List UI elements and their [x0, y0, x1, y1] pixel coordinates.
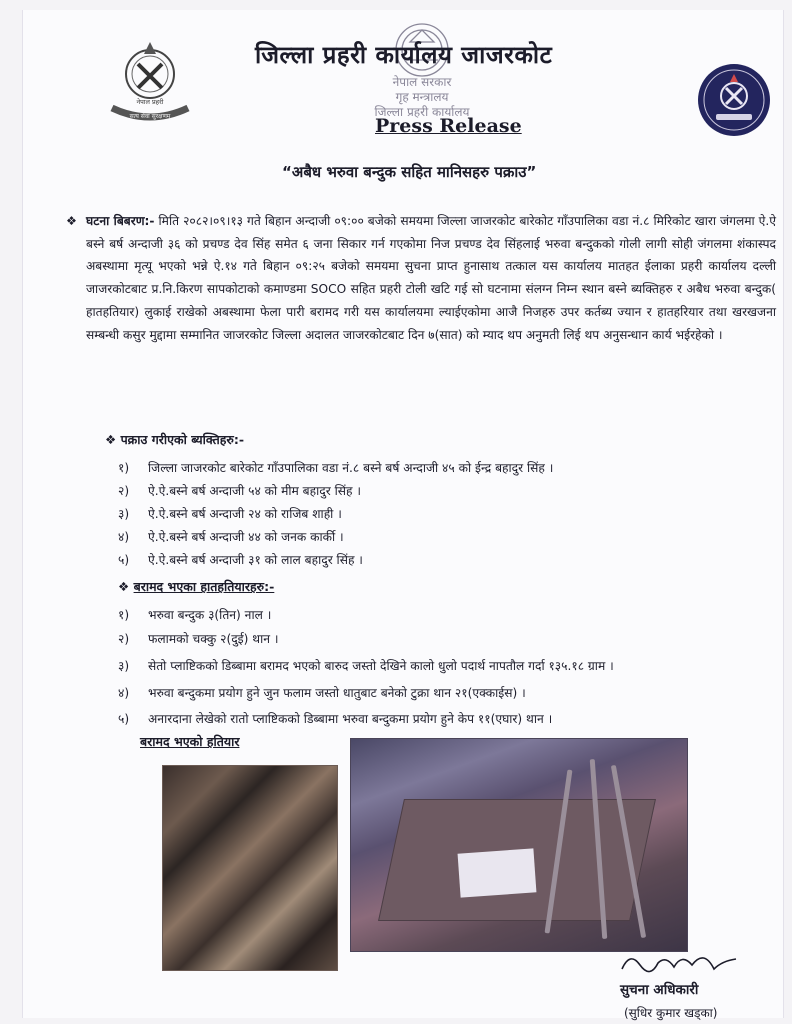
list-item-text: ऐ.ऐ.बस्ने बर्ष अन्दाजी ५४ को मीम बहादुर सिंह ।	[148, 484, 361, 498]
list-item-text: भरुवा बन्दुकमा प्रयोग हुने जुन फलाम जस्तो धातुबाट बनेको टुक्रा थान २१(एक्काईस) ।	[148, 686, 526, 700]
list-item	[118, 630, 279, 647]
seized-heading	[118, 578, 274, 595]
list-item-num: ४)	[118, 686, 130, 700]
incident-line-7: हातहरियार तथा खरखजना सम्बन्धी कसुर मुद्दामा सम्मानित जाजरकोट जिल्ला अदालत जाजरकोटबाट दिन ७(सात) को म्याद	[86, 304, 776, 342]
list-item	[118, 459, 553, 476]
photo-paper	[458, 848, 537, 897]
signature-icon	[600, 945, 760, 977]
bullet-icon: ❖	[66, 214, 77, 228]
stamp-line-2: गृह मन्त्रालय	[395, 90, 449, 104]
seized-items-photo-1	[162, 765, 338, 971]
photo-caption: बरामद भएको हतियार	[140, 734, 240, 749]
list-item-num: ५)	[118, 712, 130, 726]
incident-line-4: समयमा सुचना प्राप्त हुनासाथ तत्काल यस कार्यालय मातहत ईलाका प्रहरी कार्यालय दल्ली जाजरकोटबाट प्र.नि.किरण	[86, 259, 777, 297]
list-item	[118, 482, 361, 499]
list-item-num: २)	[118, 632, 130, 646]
incident-label: घटना बिबरण:-	[86, 214, 155, 228]
seized-items-photo-2	[350, 738, 688, 952]
list-item-num: ४)	[118, 530, 130, 544]
logo-left-text-2: सत्य सेवा सुरक्षणम्	[129, 113, 171, 120]
list-item-text: फलामको चक्कु २(दुई) थान ।	[148, 632, 279, 646]
list-item-text: अनारदाना लेखेको रातो प्लाष्टिकको डिब्बामा भरुवा बन्दुकमा प्रयोग हुने केप ११(एघार) थान ।	[148, 712, 553, 726]
incident-paragraph	[66, 210, 777, 346]
bullet-icon: ❖	[105, 432, 117, 447]
list-item-text: ऐ.ऐ.बस्ने बर्ष अन्दाजी ३१ को लाल बहादुर सिंह ।	[148, 553, 363, 567]
incident-line-5: सापकोटाको कमाण्डमा SOCO सहित प्रहरी टोली खटि गई सो घटनामा संलग्न निम्न स्थान बस्ने ब्यक्तिहरु र अबैध भरुवा बन्दुक(	[206, 282, 777, 297]
office-title: जिल्ला प्रहरी कार्यालय जाजरकोट	[255, 41, 553, 69]
bullet-icon: ❖	[118, 579, 130, 594]
list-item-num: १)	[118, 461, 130, 475]
signatory-title: सुचना अधिकारी	[620, 982, 699, 998]
list-item-text: जिल्ला जाजरकोट बारेकोट गाँउपालिका वडा नं.८ बस्ने बर्ष अन्दाजी ४५ को ईन्द्र बहादुर सिंह ।	[148, 461, 554, 475]
list-item-text: सेतो प्लाष्टिकको डिब्बामा बरामद भएको बारुद जस्तो देखिने कालो धुलो पदार्थ नापतौल गर्दा १३५.१८ ग्राम ।	[148, 659, 614, 673]
incident-line-2: वडा नं.८ मिरिकोट खारा जंगलमा ऐ.ऐ बस्ने बर्ष अन्दाजी ३६ को प्रचण्ड देव सिंह समेत ६ जना सिकार गर्न गएकोमा निज प्रचण्ड	[86, 214, 777, 251]
list-item	[118, 505, 342, 522]
list-item-text: ऐ.ऐ.बस्ने बर्ष अन्दाजी ४४ को जनक कार्की ।	[148, 530, 344, 544]
arrested-heading-text: पक्राउ गरीएको ब्यक्तिहरु:-	[120, 432, 245, 447]
list-item-num: २)	[118, 484, 130, 498]
list-item-text: ऐ.ऐ.बस्ने बर्ष अन्दाजी २४ को राजिब शाही ।	[148, 507, 342, 521]
list-item-num: ३)	[118, 507, 130, 521]
stamp-line-3: जिल्ला प्रहरी कार्यालय	[374, 105, 470, 119]
arrested-heading	[105, 431, 244, 448]
seized-heading-text: बरामद भएका हातहतियारहरु:-	[133, 579, 275, 594]
list-item-num: १)	[118, 608, 130, 622]
stamp-line-1: नेपाल सरकार	[392, 75, 452, 89]
list-item	[118, 528, 344, 545]
list-item-text: भरुवा बन्दुक ३(तिन) नाल ।	[148, 608, 272, 622]
list-item	[118, 710, 552, 727]
list-item-num: ३)	[118, 659, 130, 673]
police-round-logo-icon	[694, 60, 774, 140]
list-item	[118, 657, 614, 674]
incident-line-1: मिति २०८२।०९।१३ गते बिहान अन्दाजी ०९:०० बजेको समयमा जिल्ला जाजरकोट बारेकोट गाँउपालिका	[158, 214, 608, 228]
signatory-name: (सुधिर कुमार खड्का)	[624, 1006, 718, 1020]
list-item-num: ५)	[118, 553, 130, 567]
news-headline: “अबैध भरुवा बन्दुक सहित मानिसहरु पक्राउ”	[282, 163, 537, 181]
list-item	[118, 684, 526, 701]
list-item	[118, 606, 271, 623]
incident-line-3: देव सिंहलाई भरुवा बन्दुकको गोली लागी सोही जंगलमा शंकास्पद अबस्थामा मृत्यू भएको भन्ने ऐ.१४ गते बिहान ०९:२५ बजेको	[86, 236, 776, 274]
list-item	[118, 551, 363, 568]
nepal-police-emblem-icon	[104, 38, 196, 122]
logo-left-text-1: नेपाल प्रहरी	[136, 98, 164, 106]
incident-line-8: थप अनुमती लिई थप अनुसन्धान कार्य भईरहेको ।	[507, 327, 723, 342]
incident-line-6: हातहतियार) लुकाई राखेको अबस्थामा फेला पारी बरामद गरी यस कार्यालयमा ल्याईएकोमा आजै निजहरु उपर कर्तब्य ज्यान र	[86, 304, 652, 319]
press-release-heading: Press Release	[375, 115, 522, 137]
